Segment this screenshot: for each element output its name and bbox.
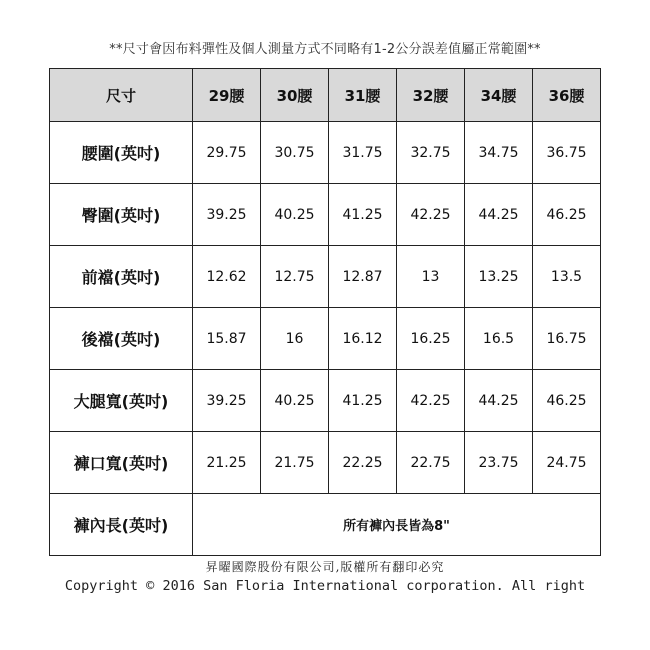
row-label: 褲內長(英吋) [50, 494, 193, 556]
table-cell: 39.25 [193, 370, 261, 432]
size-disclaimer: **尺寸會因布料彈性及個人測量方式不同略有1-2公分誤差值屬正常範圍** [109, 42, 541, 57]
header-cell-29: 29腰 [193, 69, 261, 122]
table-row [50, 122, 601, 184]
row-label: 腰圍(英吋) [50, 122, 193, 184]
table-cell: 29.75 [193, 122, 261, 184]
table-cell: 16.5 [465, 308, 533, 370]
table-cell: 16.12 [329, 308, 397, 370]
table-cell: 40.25 [261, 184, 329, 246]
table-cell: 13.25 [465, 246, 533, 308]
table-header-row [50, 69, 601, 122]
table-cell: 21.75 [261, 432, 329, 494]
row-label: 後襠(英吋) [50, 308, 193, 370]
table-cell: 44.25 [465, 184, 533, 246]
header-cell-31: 31腰 [329, 69, 397, 122]
row-label: 前襠(英吋) [50, 246, 193, 308]
table-row [50, 370, 601, 432]
header-cell-30: 30腰 [261, 69, 329, 122]
table-cell: 32.75 [397, 122, 465, 184]
table-cell: 21.25 [193, 432, 261, 494]
table-cell: 24.75 [533, 432, 601, 494]
table-cell: 22.75 [397, 432, 465, 494]
row-label: 褲口寬(英吋) [50, 432, 193, 494]
table-cell: 16 [261, 308, 329, 370]
table-cell: 23.75 [465, 432, 533, 494]
table-cell: 12.87 [329, 246, 397, 308]
header-cell-32: 32腰 [397, 69, 465, 122]
table-cell: 30.75 [261, 122, 329, 184]
table-cell: 40.25 [261, 370, 329, 432]
copyright-line: Copyright © 2016 San Floria International corporation. All right [64, 578, 586, 594]
table-cell: 15.87 [193, 308, 261, 370]
table-cell: 42.25 [397, 370, 465, 432]
table-cell: 42.25 [397, 184, 465, 246]
table-cell: 46.25 [533, 184, 601, 246]
size-chart-table [49, 68, 601, 556]
inseam-note: 所有褲內長皆為8" [193, 494, 601, 556]
table-cell: 31.75 [329, 122, 397, 184]
table-cell: 39.25 [193, 184, 261, 246]
table-cell: 22.25 [329, 432, 397, 494]
table-row [50, 246, 601, 308]
row-label: 臀圍(英吋) [50, 184, 193, 246]
row-label: 大腿寬(英吋) [50, 370, 193, 432]
table-cell: 12.62 [193, 246, 261, 308]
table-cell: 16.75 [533, 308, 601, 370]
table-cell: 34.75 [465, 122, 533, 184]
table-cell: 16.25 [397, 308, 465, 370]
table-row [50, 184, 601, 246]
table-row [50, 308, 601, 370]
table-cell: 41.25 [329, 370, 397, 432]
header-cell-size: 尺寸 [50, 69, 193, 122]
table-cell: 44.25 [465, 370, 533, 432]
table-cell: 13 [397, 246, 465, 308]
table-cell: 13.5 [533, 246, 601, 308]
company-copyright-zh: 昇曜國際股份有限公司,版權所有翻印必究 [205, 560, 445, 574]
inseam-row [50, 494, 601, 556]
table-cell: 12.75 [261, 246, 329, 308]
table-cell: 36.75 [533, 122, 601, 184]
table-cell: 41.25 [329, 184, 397, 246]
table-cell: 46.25 [533, 370, 601, 432]
table-row [50, 432, 601, 494]
header-cell-34: 34腰 [465, 69, 533, 122]
header-cell-36: 36腰 [533, 69, 601, 122]
